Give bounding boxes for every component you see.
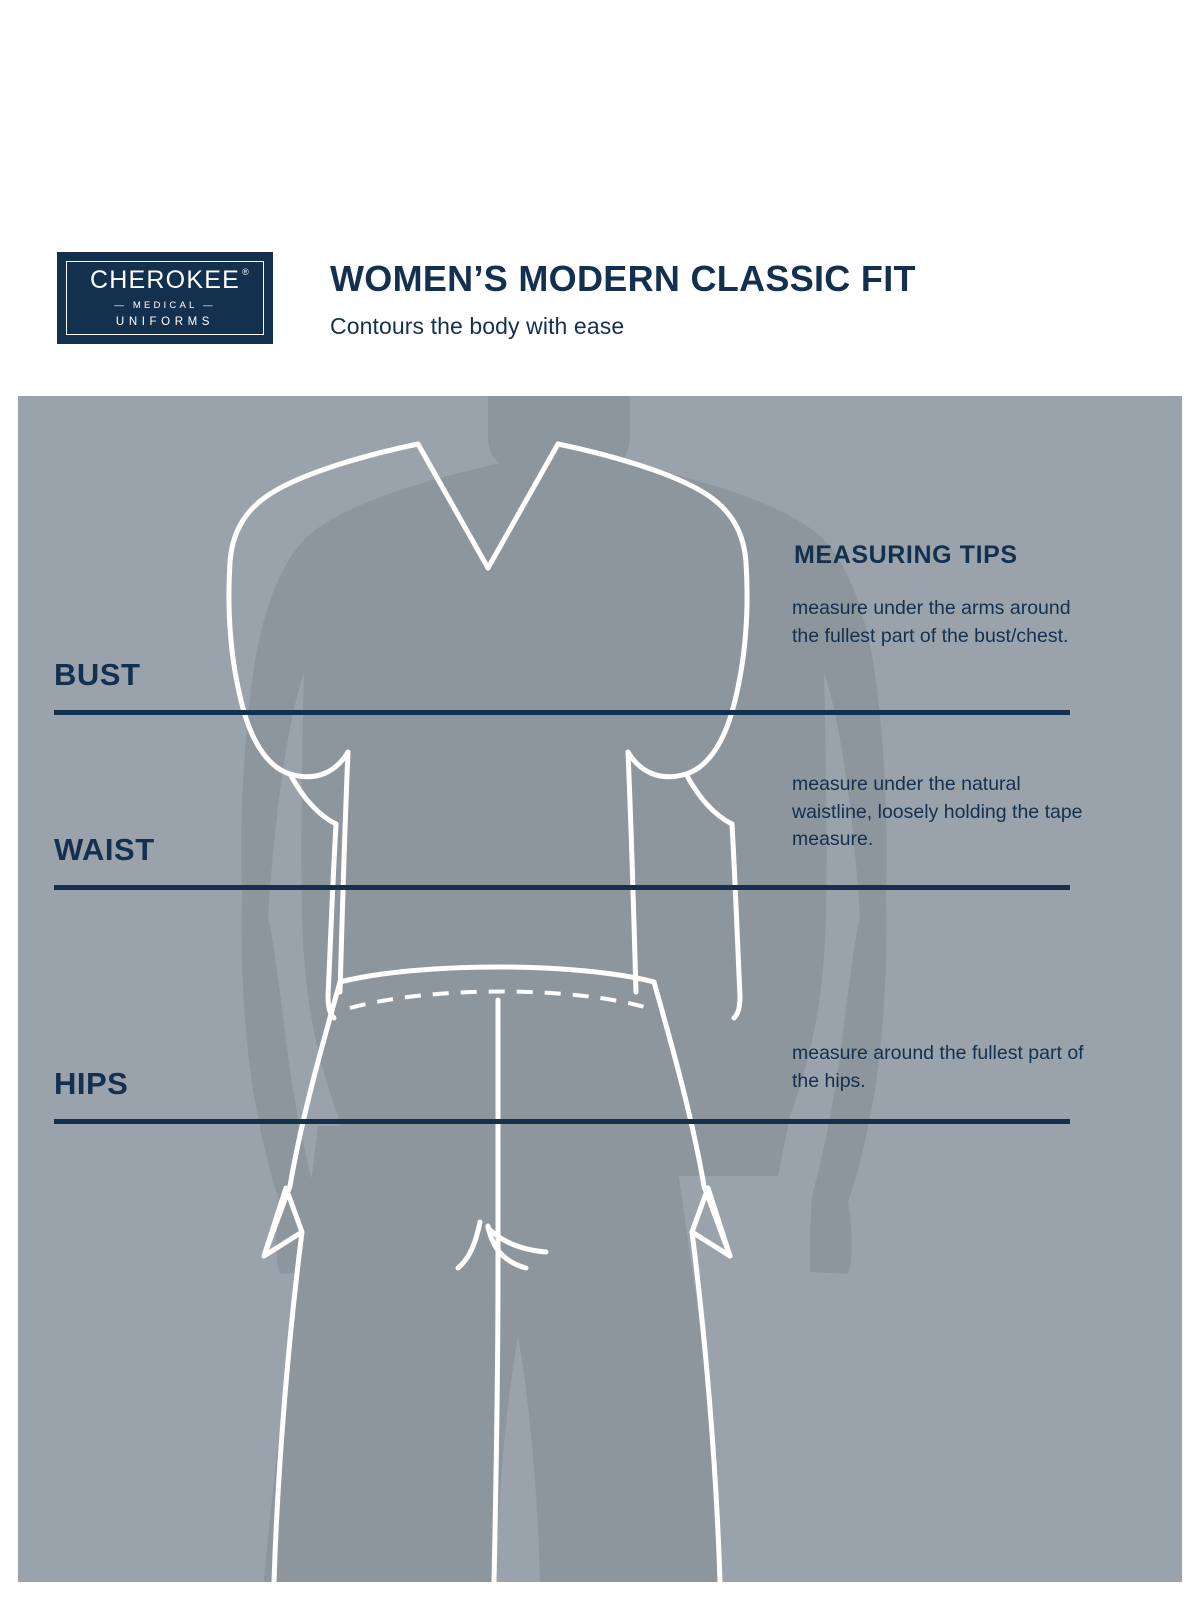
measuring-tip-waist: measure under the natural waistline, loosely holding the tape measure. [792, 773, 1083, 851]
measurement-label-waist: WAIST [54, 832, 155, 867]
diagram-panel [18, 396, 1182, 1582]
measuring-tip-hips: measure around the fullest part of the hips. [792, 1042, 1084, 1092]
brand-logo [57, 252, 273, 344]
measurement-line-waist [54, 885, 1070, 890]
measurement-line-bust [54, 710, 1070, 715]
brand-logo-frame [66, 261, 264, 335]
measurement-label-hips: HIPS [54, 1066, 129, 1101]
page-subtitle: Contours the body with ease [330, 313, 625, 339]
measuring-tips-heading: MEASURING TIPS [794, 541, 1018, 569]
page-title: WOMEN’S MODERN CLASSIC FIT [330, 258, 916, 299]
brand-line-medical: — MEDICAL — [114, 299, 216, 311]
figure-illustration [18, 396, 1182, 1582]
measurement-line-hips [54, 1119, 1070, 1124]
brand-line-uniforms: UNIFORMS [115, 316, 215, 328]
brand-name-text: CHEROKEE [90, 265, 240, 294]
registered-mark-icon: ® [242, 266, 250, 277]
header [0, 0, 1200, 396]
brand-name [90, 265, 250, 294]
measurement-label-bust: BUST [54, 657, 141, 692]
measuring-tip-bust: measure under the arms around the fullest part of the bust/chest. [792, 597, 1071, 647]
